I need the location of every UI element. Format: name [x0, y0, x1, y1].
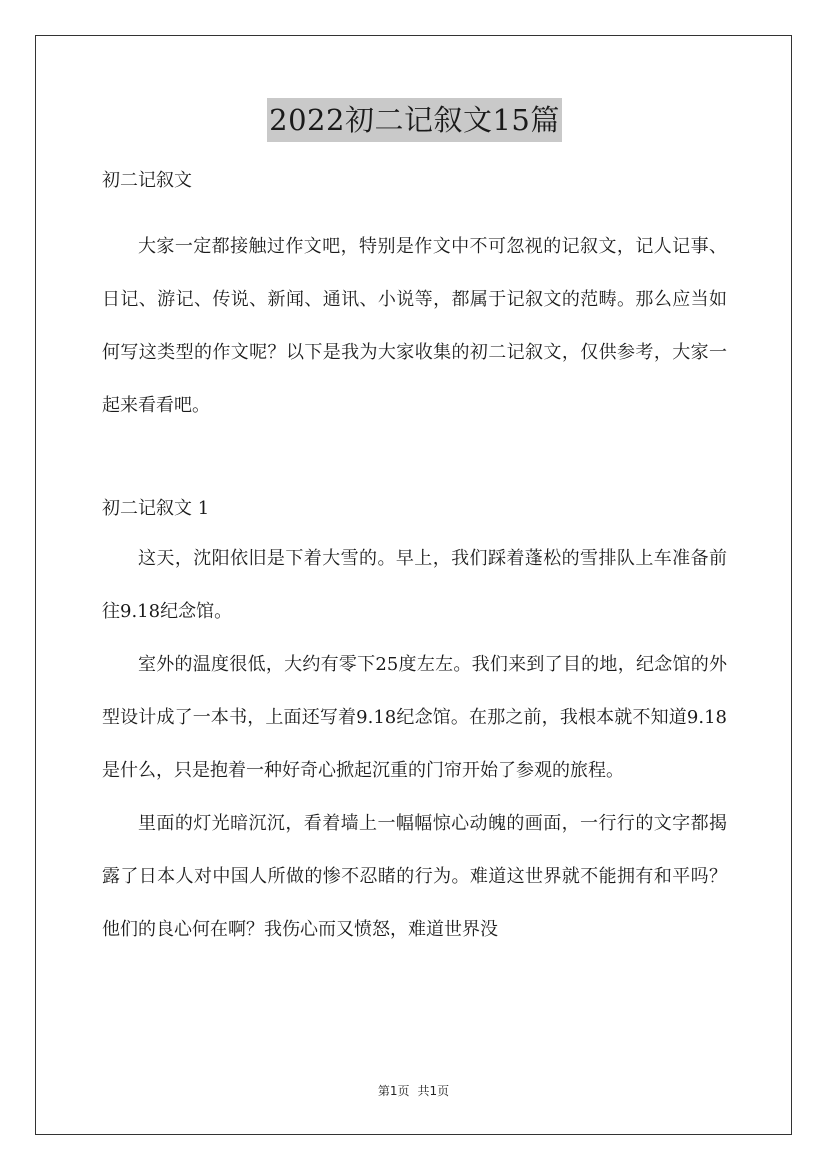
page-number-current: 第1页 — [377, 1084, 410, 1098]
body-paragraph-1: 这天，沈阳依旧是下着大雪的。早上，我们踩着蓬松的雪排队上车准备前往9.18纪念馆。 — [102, 548, 727, 622]
page-number-total: 共1页 — [417, 1084, 450, 1098]
body-paragraph-3: 里面的灯光暗沉沉，看着墙上一幅幅惊心动魄的画面，一行行的文字都揭露了日本人对中国人所做的惨不忍睹的行为。难道这世界就不能拥有和平吗？他们的良心何在啊？我伤心而又愤怒，难道世界没 — [102, 813, 727, 940]
intro-paragraph: 大家一定都接触过作文吧，特别是作文中不可忽视的记叙文，记人记事、日记、游记、传说、新闻、通讯、小说等，都属于记叙文的范畴。那么应当如何写这类型的作文呢？以下是我为大家收集的初二记叙文，仅供参考，大家一起来看看吧。 — [102, 236, 727, 416]
intro-heading: 初二记叙文 — [102, 170, 192, 191]
title-wrapper — [102, 98, 727, 142]
body-paragraph-2: 室外的温度很低，大约有零下25度左左。我们来到了目的地，纪念馆的外型设计成了一本书，上面还写着9.18纪念馆。在那之前，我根本就不知道9.18是什么，只是抱着一种好奇心掀起沉重的门帘开始了参观的旅程。 — [102, 654, 727, 781]
document-title: 2022初二记叙文15篇 — [267, 98, 562, 142]
section-heading: 初二记叙文 1 — [102, 498, 210, 519]
page-footer — [0, 1083, 827, 1099]
document-body — [102, 98, 727, 956]
